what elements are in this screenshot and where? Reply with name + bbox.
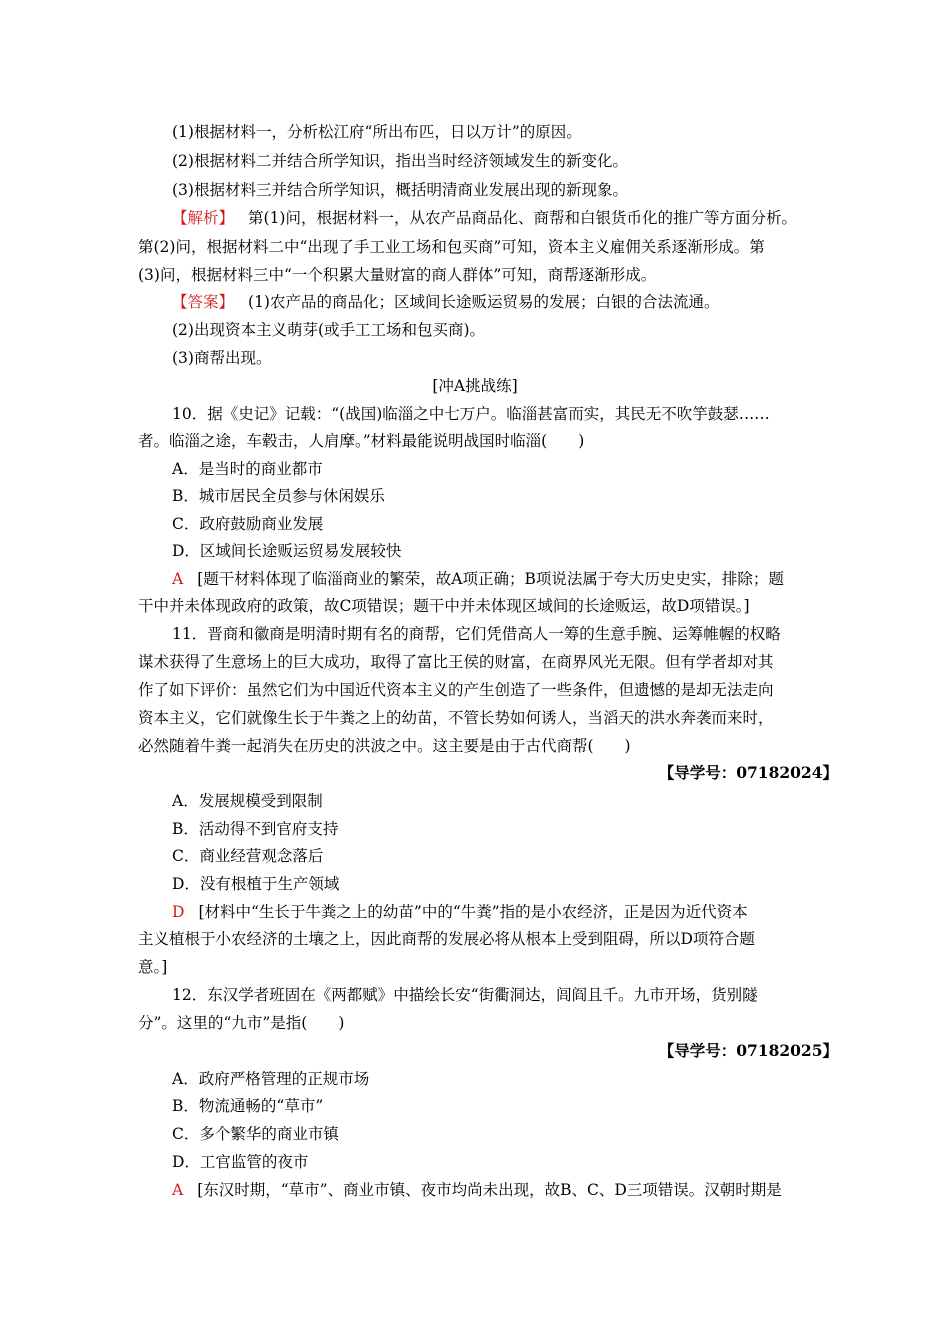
q12-explanation-1 — [172, 1180, 782, 1200]
analysis-text-1: 第(1)问，根据材料一，从农产品商品化、商帮和白银货币化的推广等方面分析。 — [248, 209, 797, 227]
q11-stem-5: 必然随着牛粪一起消失在历史的洪波之中。这主要是由于古代商帮( ) — [138, 737, 631, 755]
q10-stem-2: 者。临淄之途，车毂击，人肩摩。”材料最能说明战国时临淄( ) — [138, 432, 585, 450]
q12-stem-2: 分”。这里的“九市”是指( ) — [138, 1014, 345, 1032]
q10-explanation-text: [题干材料体现了临淄商业的繁荣，故A项正确；B项说法属于夸大历史史实，排除；题 — [197, 570, 784, 588]
q11-option-c: C．商业经营观念落后 — [172, 847, 324, 865]
q10-explanation-2: 干中并未体现政府的政策，故C项错误；题干中并未体现区域间的长途贩运，故D项错误。] — [138, 597, 750, 615]
q11-option-d: D．没有根植于生产领域 — [172, 875, 340, 893]
q11-option-a: A．发展规模受到限制 — [172, 792, 323, 810]
section-title: [冲A挑战练] — [432, 377, 518, 395]
q10-explanation-1 — [172, 569, 784, 589]
answer-line-2: (2)出现资本主义萌芽(或手工工场和包买商)。 — [172, 321, 486, 339]
q12-answer-letter: A — [172, 1181, 184, 1199]
answer-text-1: (1)农产品的商品化；区域间长途贩运贸易的发展；白银的合法流通。 — [248, 293, 720, 311]
q12-option-d: D．工官监管的夜市 — [172, 1153, 309, 1171]
q12-option-c: C．多个繁华的商业市镇 — [172, 1125, 339, 1143]
q11-stem-2: 谋术获得了生意场上的巨大成功，取得了富比王侯的财富，在商界风光无限。但有学者却对其 — [138, 653, 774, 671]
q12-stem-1: 12．东汉学者班固在《两都赋》中描绘长安“街衢洞达，闾阎且千。九市开场，货别隧 — [172, 986, 758, 1004]
q11-answer-letter: D — [172, 903, 185, 921]
q11-explanation-2: 主义植根于小农经济的土壤之上，因此商帮的发展必将从根本上受到阻碍，所以D项符合题 — [138, 930, 755, 948]
q11-stem-1: 11．晋商和徽商是明清时期有名的商帮，它们凭借高人一筹的生意手腕、运筹帷幄的权略 — [172, 625, 781, 643]
q11-explanation-1 — [172, 902, 748, 922]
answer-line-3: (3)商帮出现。 — [172, 349, 272, 367]
analysis-line-3: (3)问，根据材料三中“一个积累大量财富的商人群体”可知，商帮逐渐形成。 — [138, 266, 657, 284]
answer-line-1 — [172, 292, 719, 312]
analysis-line-1 — [172, 208, 797, 228]
q10-stem-1: 10．据《史记》记载：“(战国)临淄之中七万户。临淄甚富而实，其民无不吹竽鼓瑟…… — [172, 405, 770, 423]
analysis-tag: 【解析】 — [172, 209, 235, 227]
question-2: (2)根据材料二并结合所学知识，指出当时经济领域发生的新变化。 — [172, 152, 628, 170]
answer-tag: 【答案】 — [172, 293, 235, 311]
q10-answer-letter: A — [172, 570, 184, 588]
q10-option-b: B．城市居民全员参与休闲娱乐 — [172, 487, 385, 505]
q10-option-a: A．是当时的商业都市 — [172, 460, 323, 478]
q11-stem-4: 资本主义，它们就像生长于牛粪之上的幼苗，不管长势如何诱人，当滔天的洪水奔袭而来时， — [138, 709, 774, 727]
question-3: (3)根据材料三并结合所学知识，概括明清商业发展出现的新现象。 — [172, 181, 628, 199]
q10-option-d: D．区域间长途贩运贸易发展较快 — [172, 542, 402, 560]
q12-option-b: B．物流通畅的“草市” — [172, 1097, 324, 1115]
q11-option-b: B．活动得不到官府支持 — [172, 820, 339, 838]
q11-explanation-text: [材料中“生长于牛粪之上的幼苗”中的“牛粪”指的是小农经济，正是因为近代资本 — [198, 903, 748, 921]
q12-option-a: A．政府严格管理的正规市场 — [172, 1070, 370, 1088]
q10-option-c: C．政府鼓励商业发展 — [172, 515, 324, 533]
q11-explanation-3: 意。] — [138, 958, 168, 976]
analysis-line-2: 第(2)问，根据材料二中“出现了手工业工场和包买商”可知，资本主义雇佣关系逐渐形成。第 — [138, 238, 765, 256]
question-1: (1)根据材料一，分析松江府“所出布匹，日以万计”的原因。 — [172, 123, 582, 141]
q12-guide-number: 【导学号：07182025】 — [658, 1041, 838, 1060]
q11-stem-3: 作了如下评价：虽然它们为中国近代资本主义的产生创造了一些条件，但遗憾的是却无法走向 — [138, 681, 774, 699]
q12-explanation-text: [东汉时期，“草市”、商业市镇、夜市均尚未出现，故B、C、D三项错误。汉朝时期是 — [197, 1181, 782, 1199]
q11-guide-number: 【导学号：07182024】 — [658, 763, 838, 782]
